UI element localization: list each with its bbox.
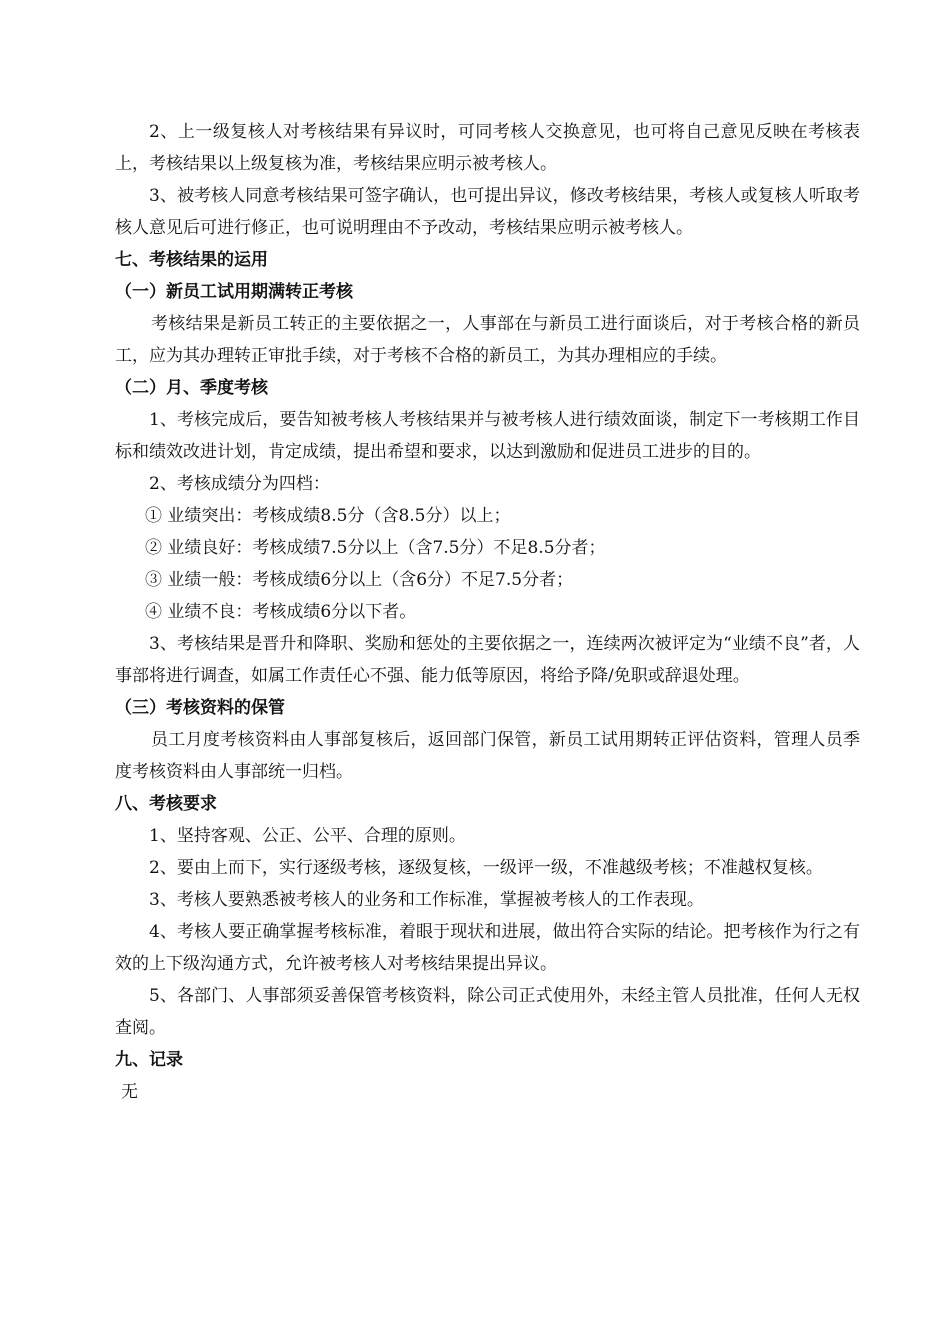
requirement-item: 2、要由上而下，实行逐级考核，逐级复核，一级评一级，不准越级考核；不准越权复核。 xyxy=(149,858,823,878)
paragraph: 1、考核完成后，要告知被考核人考核结果并与被考核人进行绩效面谈，制定下一考核期工作目标和绩效改进计划，肯定成绩，提出希望和要求，以达到激励和促进员工进步的目的。 xyxy=(115,410,860,462)
paragraph: 3、被考核人同意考核结果可签字确认，也可提出异议，修改考核结果，考核人或复核人听取考核人意见后可进行修正，也可说明理由不予改动，考核结果应明示被考核人。 xyxy=(115,186,860,238)
grade-item: ② 业绩良好：考核成绩7.5分以上（含7.5分）不足8.5分者； xyxy=(145,538,606,558)
section-heading: 七、考核结果的运用 xyxy=(115,250,268,270)
grade-item: ③ 业绩一般：考核成绩6分以上（含6分）不足7.5分者； xyxy=(145,570,574,590)
paragraph: 3、考核结果是晋升和降职、奖励和惩处的主要依据之一，连续两次被评定为“业绩不良”者，人事部将进行调查，如属工作责任心不强、能力低等原因，将给予降/免职或辞退处理。 xyxy=(115,634,860,686)
requirement-item: 4、考核人要正确掌握考核标准，着眼于现状和进展，做出符合实际的结论。把考核作为行之有效的上下级沟通方式，允许被考核人对考核结果提出异议。 xyxy=(115,922,860,974)
grade-item: ④ 业绩不良：考核成绩6分以下者。 xyxy=(145,602,417,622)
section-heading: 九、记录 xyxy=(115,1050,183,1070)
grade-item: ① 业绩突出：考核成绩8.5分（含8.5分）以上； xyxy=(145,506,511,526)
records-text: 无 xyxy=(121,1082,138,1102)
paragraph: 2、考核成绩分为四档： xyxy=(149,474,330,494)
paragraph: 考核结果是新员工转正的主要依据之一，人事部在与新员工进行面谈后，对于考核合格的新员工，应为其办理转正审批手续，对于考核不合格的新员工，为其办理相应的手续。 xyxy=(115,314,860,366)
paragraph: 员工月度考核资料由人事部复核后，返回部门保管，新员工试用期转正评估资料，管理人员季度考核资料由人事部统一归档。 xyxy=(115,730,860,782)
paragraph: 2、上一级复核人对考核结果有异议时，可同考核人交换意见，也可将自己意见反映在考核表上，考核结果以上级复核为准，考核结果应明示被考核人。 xyxy=(115,122,860,174)
requirement-item: 3、考核人要熟悉被考核人的业务和工作标准，掌握被考核人的工作表现。 xyxy=(149,890,704,910)
requirement-item: 5、各部门、人事部须妥善保管考核资料，除公司正式使用外，未经主管人员批准，任何人无权查阅。 xyxy=(115,986,860,1038)
document-body xyxy=(115,116,860,1108)
subsection-heading: （一）新员工试用期满转正考核 xyxy=(115,282,353,302)
section-heading: 八、考核要求 xyxy=(115,794,217,814)
subsection-heading: （二）月、季度考核 xyxy=(115,378,268,398)
subsection-heading: （三）考核资料的保管 xyxy=(115,698,285,718)
requirement-item: 1、坚持客观、公正、公平、合理的原则。 xyxy=(149,826,466,846)
